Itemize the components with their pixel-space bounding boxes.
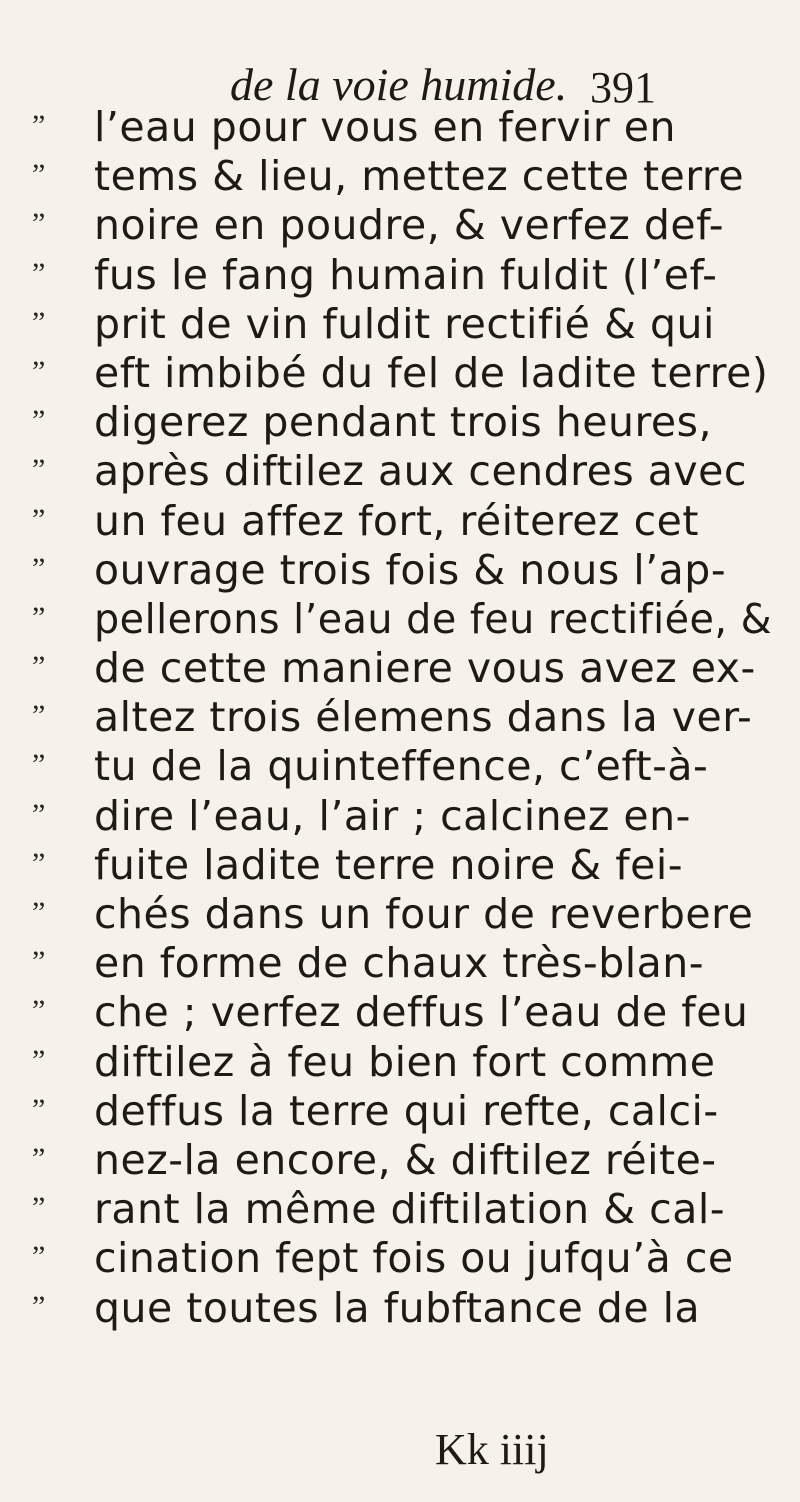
quotation-mark: ” [32, 502, 46, 536]
quotation-mark: ” [32, 994, 46, 1028]
text-line [0, 988, 800, 1037]
quotation-mark: ” [32, 748, 46, 782]
text-line [0, 939, 800, 988]
text-line [0, 644, 800, 693]
text-line [0, 841, 800, 890]
line-text: l’eau pour vous en fervir en [94, 103, 677, 151]
line-text: dire l’eau, l’air ; calcinez en- [94, 791, 691, 840]
quotation-mark: ” [32, 354, 46, 388]
line-text: che ; verfez deffus l’eau de feu [94, 988, 749, 1037]
text-line [0, 201, 800, 250]
quotation-mark: ” [32, 1043, 46, 1077]
text-line [0, 497, 800, 546]
line-text: chés dans un four de reverbere [94, 890, 754, 938]
line-text: noire en poudre, & verfez def- [94, 201, 725, 250]
line-text: digerez pendant trois heures, [94, 398, 713, 447]
text-line [0, 792, 800, 841]
line-text: eft imbibé du fel de ladite terre) [94, 348, 769, 397]
quotation-mark: ” [32, 600, 46, 634]
line-text: tems & lieu, mettez cette terre [94, 152, 745, 201]
line-text: nez-la encore, & diftilez réite- [94, 1135, 717, 1184]
line-text: prit de vin fuldit rectifié & qui [94, 299, 715, 348]
quotation-mark: ” [32, 1092, 46, 1126]
line-text: rant la même diftilation & cal- [94, 1185, 726, 1234]
text-line [0, 1136, 800, 1185]
text-line [0, 300, 800, 349]
line-text: un feu affez fort, réiterez cet [94, 496, 699, 545]
quotation-mark: ” [32, 797, 46, 831]
text-line [0, 595, 800, 644]
quotation-mark: ” [32, 453, 46, 487]
line-text: en forme de chaux très-blan- [94, 939, 705, 988]
quotation-mark: ” [32, 305, 46, 339]
text-line [0, 693, 800, 742]
quotation-mark: ” [32, 896, 46, 929]
line-text: tu de la quinteffence, c’eft-à- [94, 742, 709, 791]
text-line [0, 1087, 800, 1136]
text-line [0, 742, 800, 791]
text-line [0, 349, 800, 398]
line-text: fus le fang humain fuldit (l’ef- [94, 250, 718, 299]
text-line [0, 251, 800, 300]
text-line [0, 1234, 800, 1283]
line-text: diftilez à feu bien fort comme [94, 1037, 716, 1086]
quotation-mark: ” [32, 551, 46, 585]
quotation-mark: ” [32, 1191, 46, 1225]
quotation-mark: ” [32, 404, 46, 438]
line-text: ouvrage trois fois & nous l’ap- [94, 545, 727, 594]
text-line [0, 398, 800, 447]
text-body [0, 103, 800, 1333]
quotation-mark: ” [32, 650, 46, 684]
quotation-mark: ” [32, 846, 46, 880]
running-head: de la voie humide. [230, 59, 568, 110]
line-text: après diftilez aux cendres avec [94, 447, 747, 496]
line-text: pellerons l’eau de feu rectifiée, & [94, 594, 773, 643]
text-line [0, 546, 800, 595]
page-number: 391 [590, 63, 656, 112]
text-line [0, 1284, 800, 1333]
quotation-mark: ” [32, 699, 46, 733]
quotation-mark: ” [32, 256, 46, 290]
text-line [0, 152, 800, 201]
quotation-mark: ” [32, 158, 46, 192]
line-text: deffus la terre qui refte, calci- [94, 1086, 719, 1135]
line-text: cination fept fois ou jufqu’à ce [94, 1234, 734, 1283]
text-line [0, 890, 800, 939]
text-line [0, 1038, 800, 1087]
quotation-mark: ” [32, 109, 46, 142]
quotation-mark: ” [32, 1141, 46, 1175]
quotation-mark: ” [32, 1289, 46, 1323]
quotation-mark: ” [32, 207, 46, 241]
text-line [0, 447, 800, 496]
signature-mark: Kk iiij [435, 1425, 549, 1474]
quotation-mark: ” [32, 1240, 46, 1274]
line-text: de cette maniere vous avez ex- [94, 644, 756, 693]
quotation-mark: ” [32, 945, 46, 979]
line-text: fuite ladite terre noire & fei- [94, 840, 684, 889]
text-line [0, 103, 800, 152]
line-text: que toutes la fubftance de la [94, 1283, 701, 1332]
line-text: altez trois élemens dans la ver- [94, 693, 753, 742]
text-line [0, 1185, 800, 1234]
